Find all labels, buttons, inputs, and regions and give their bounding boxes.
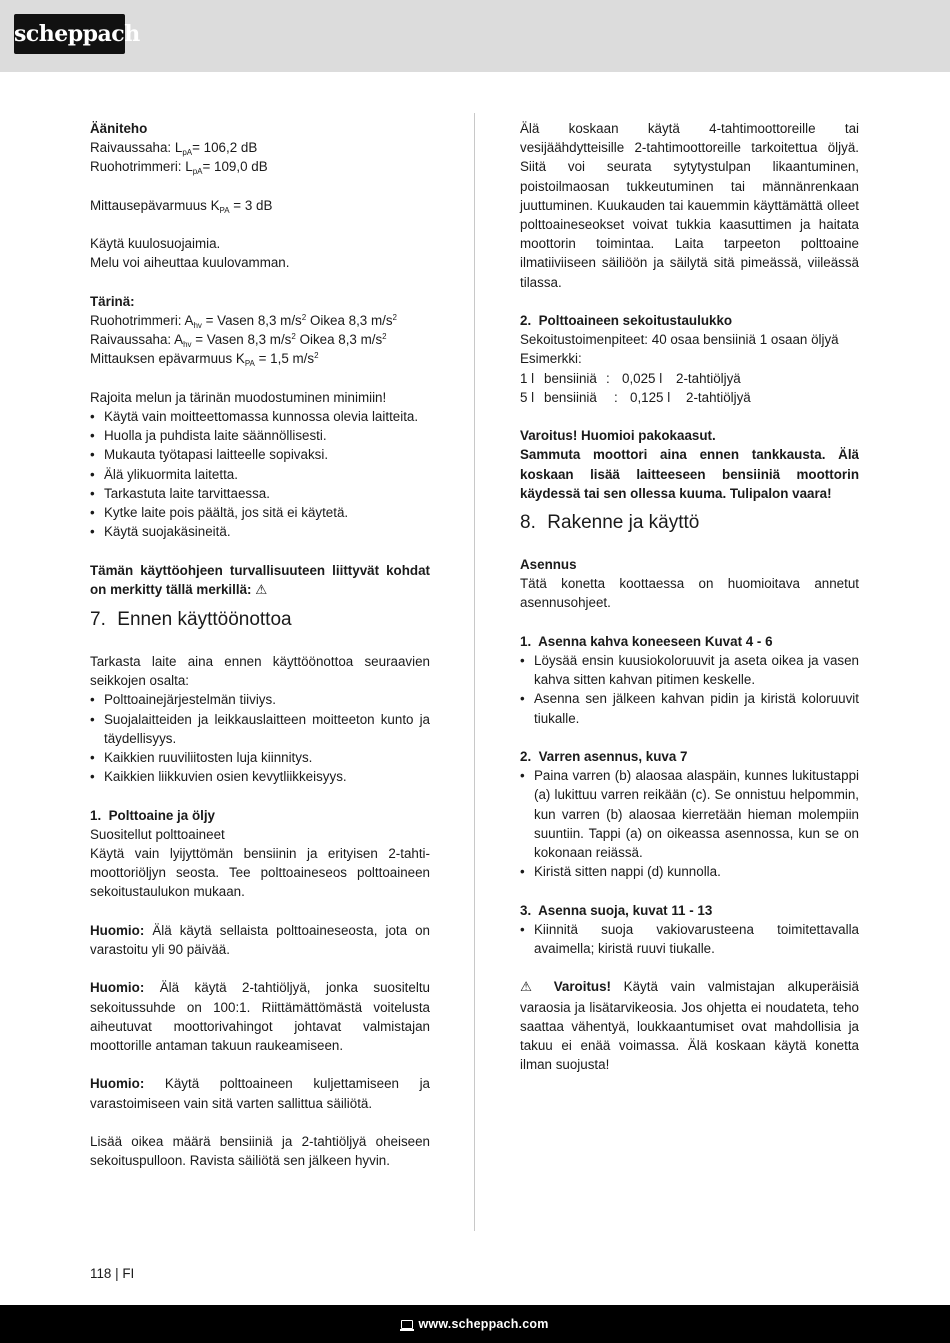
mix-table-row: 1 l bensiiniä : 0,025 l 2-tahtiöljyä bbox=[520, 370, 741, 386]
list-item: • Paina varren (b) alaosaa alaspäin, kunnes lukitustappi (a) lukittuu varren reikään (c). Se onnistuu helpommin, kun varren (b) alaosaa kierretään hieman molempiin suuntiin. Tappi (a) on oikeassa asennossa, kun se on kokonaan reiässä. bbox=[520, 766, 859, 862]
column-divider bbox=[474, 113, 475, 1231]
assembly-text: Tätä konetta koottaessa on huomioitava annetut asennusohjeet. bbox=[520, 576, 859, 611]
left-column bbox=[90, 119, 430, 1170]
list-item: • Kaikkien ruuviliitosten luja kiinnitys. bbox=[90, 748, 430, 767]
warning-icon: ⚠ bbox=[255, 582, 268, 598]
fuel-heading: 1. Polttoaine ja öljy bbox=[90, 807, 216, 823]
page-footer bbox=[0, 1305, 950, 1343]
final-warning: ⚠ Varoitus! Käytä vain valmistajan alkuperäisiä varaosia ja lisätarvikeosia. Jos ohjetta ei noudateta, teho saattaa vähentyä, loukkaantumiset ovat mahdollisia ja takuu ei enää voimassa. Älä koskaan käytä konetta ilman suojusta! bbox=[520, 979, 859, 1073]
list-item: • Mukauta työtapasi laitteelle sopivaksi. bbox=[90, 445, 430, 464]
section-7-heading: 7. Ennen käyttöönottoa bbox=[90, 609, 292, 630]
hearing-damage-text: Melu voi aiheuttaa kuulovamman. bbox=[90, 255, 290, 271]
list-item: • Suojalaitteiden ja leikkauslaitteen moitteeton kunto ja täydellisyys. bbox=[90, 710, 430, 748]
list-item: • Kaikkien liikkuvien osien kevytliikkeisyys. bbox=[90, 767, 430, 786]
warning-icon: ⚠ bbox=[520, 980, 541, 996]
section-8-heading: 8. Rakenne ja käyttö bbox=[520, 512, 700, 534]
right-column bbox=[520, 119, 859, 1074]
vibration-title: Tärinä: bbox=[90, 293, 135, 309]
exhaust-warning-text: Sammuta moottori aina ennen tankkausta. Älä koskaan lisää laitteeseen bensiiniä moottorin käydessä tai sen ollessa kuuma. Tulipalon vaara! bbox=[520, 447, 859, 501]
noise-ruohotrimmeri: Ruohotrimmeri: $L_{pA}= 109,0$ dB bbox=[90, 159, 268, 177]
step-1-list bbox=[520, 651, 859, 728]
mix-table-row: 5 l bensiiniä : 0,125 l 2-tahtiöljyä bbox=[520, 389, 751, 405]
step-3-heading: 3. Asenna suoja, kuvat 11 - 13 bbox=[520, 902, 713, 918]
fuel-text: Käytä vain lyijyttömän bensiinin ja erityisen 2-tahti-moottoriöljyn seosta. Tee polttoaineseos polttoaineen sekoitustaulukon mukaan. bbox=[90, 846, 430, 900]
list-item: • Kiinnitä suoja vakiovarusteena toimitettavalla avaimella; kiristä ruuvi tiukalle. bbox=[520, 920, 859, 958]
list-item: • Polttoainejärjestelmän tiiviys. bbox=[90, 690, 430, 709]
list-item: • Kytke laite pois päältä, jos sitä ei käytetä. bbox=[90, 503, 430, 522]
page-number: 118 | FI bbox=[90, 1266, 135, 1281]
oil-warning-text: Älä koskaan käytä 4-tahtimoottoreille tai vesijäähdytteisille 2-tahtimoottoreille tarkoitettua öljyä. Siitä voi seurata sytytystulpan likaantuminen, poistoilmaosan tukkeutuminen tai männänrenkaan juuttuminen. Kuukauden tai kauemmin käyttämättä olleet polttoaineseokset voivat tukkia kaasuttimen ja haitata moottorin toimintaa. Laita tarpeeton polttoaine ilmatiiviiseen säiliöön ja säilytä sitä pimeässä, viileässä tilassa. bbox=[520, 121, 859, 290]
vibration-ruohotrimmeri: Ruohotrimmeri: $A_{hv}$ = Vasen 8,3 $m/s^2$ Oikea 8,3 $m/s^2$ bbox=[90, 312, 397, 330]
fuel-subheading: Suositellut polttoaineet bbox=[90, 826, 225, 842]
step-3-list bbox=[520, 920, 859, 958]
ear-protection-text: Käytä kuulosuojaimia. bbox=[90, 236, 221, 252]
mix-table-heading: 2. Polttoaineen sekoitustaulukko bbox=[520, 313, 733, 329]
check-list bbox=[90, 690, 430, 786]
list-item: • Löysää ensin kuusiokoloruuvit ja aseta oikea ja vasen kahva sitten kahvan pitimen keskelle. bbox=[520, 651, 859, 689]
brand-logo: scheppach bbox=[14, 14, 125, 54]
mix-table-intro: Sekoitustoimenpiteet: 40 osaa bensiiniä 1 osaan öljyä bbox=[520, 332, 839, 348]
check-intro: Tarkasta laite aina ennen käyttöönottoa seuraavien seikkojen osalta: bbox=[90, 654, 430, 689]
website-link[interactable]: www.scheppach.com bbox=[0, 1315, 950, 1334]
page-header bbox=[0, 0, 950, 72]
safety-note: Tämän käyttöohjeen turvallisuuteen liittyvät kohdat on merkitty tällä merkillä: ⚠ bbox=[90, 562, 430, 598]
note-3: Huomio: Käytä polttoaineen kuljettamiseen ja varastoimiseen vain sitä varten sallittua säiliötä. bbox=[90, 1076, 430, 1111]
exhaust-warning-title: Varoitus! Huomioi pakokaasut. bbox=[520, 428, 716, 444]
step-2-heading: 2. Varren asennus, kuva 7 bbox=[520, 749, 688, 765]
example-label: Esimerkki: bbox=[520, 351, 582, 367]
list-item: • Tarkastuta laite tarvittaessa. bbox=[90, 484, 430, 503]
list-item: • Huolla ja puhdista laite säännöllisesti. bbox=[90, 426, 430, 445]
noise-uncertainty: Mittausepävarmuus $K_{PA} = 3$ dB bbox=[90, 197, 273, 215]
vibration-raivaussaha: Raivaussaha: $A_{hv}$ = Vasen 8,3 $m/s^2$ Oikea 8,3 $m/s^2$ bbox=[90, 332, 387, 350]
note-2: Huomio: Älä käytä 2-tahtiöljyä, jonka suositeltu sekoitussuhde on 100:1. Riittämättömästä voitelusta aiheutuvat moottorivahingot johtavat valmistajan moottorille antaman takuun raukeamiseen. bbox=[90, 980, 430, 1054]
list-item: • Käytä vain moitteettomassa kunnossa olevia laitteita. bbox=[90, 407, 430, 426]
limit-intro: Rajoita melun ja tärinän muodostuminen minimiin! bbox=[90, 389, 387, 405]
list-item: • Älä ylikuormita laitetta. bbox=[90, 465, 430, 484]
note-1: Huomio: Älä käytä sellaista polttoaineseosta, jota on varastoitu yli 90 päivää. bbox=[90, 922, 430, 958]
list-item: • Käytä suojakäsineitä. bbox=[90, 522, 430, 541]
monitor-icon bbox=[401, 1320, 413, 1329]
noise-raivaussaha: Raivaussaha: $L_{pA}= 106,2$ dB bbox=[90, 140, 258, 158]
step-1-heading: 1. Asenna kahva koneeseen Kuvat 4 - 6 bbox=[520, 633, 773, 649]
limit-list bbox=[90, 407, 430, 541]
list-item: • Asenna sen jälkeen kahvan pidin ja kiristä koloruuvit tiukalle. bbox=[520, 689, 859, 727]
step-2-list bbox=[520, 766, 859, 881]
vibration-uncertainty: Mittauksen epävarmuus $K_{PA} = 1,5$ $m/s^2$ bbox=[90, 351, 319, 369]
assembly-title: Asennus bbox=[520, 557, 577, 573]
noise-title: Äänitehо bbox=[90, 121, 148, 136]
list-item: • Kiristä sitten nappi (d) kunnolla. bbox=[520, 862, 859, 881]
mix-text: Lisää oikea määrä bensiiniä ja 2-tahtiöljyä oheiseen sekoituspulloon. Ravista säiliötä sen jälkeen hyvin. bbox=[90, 1134, 430, 1169]
